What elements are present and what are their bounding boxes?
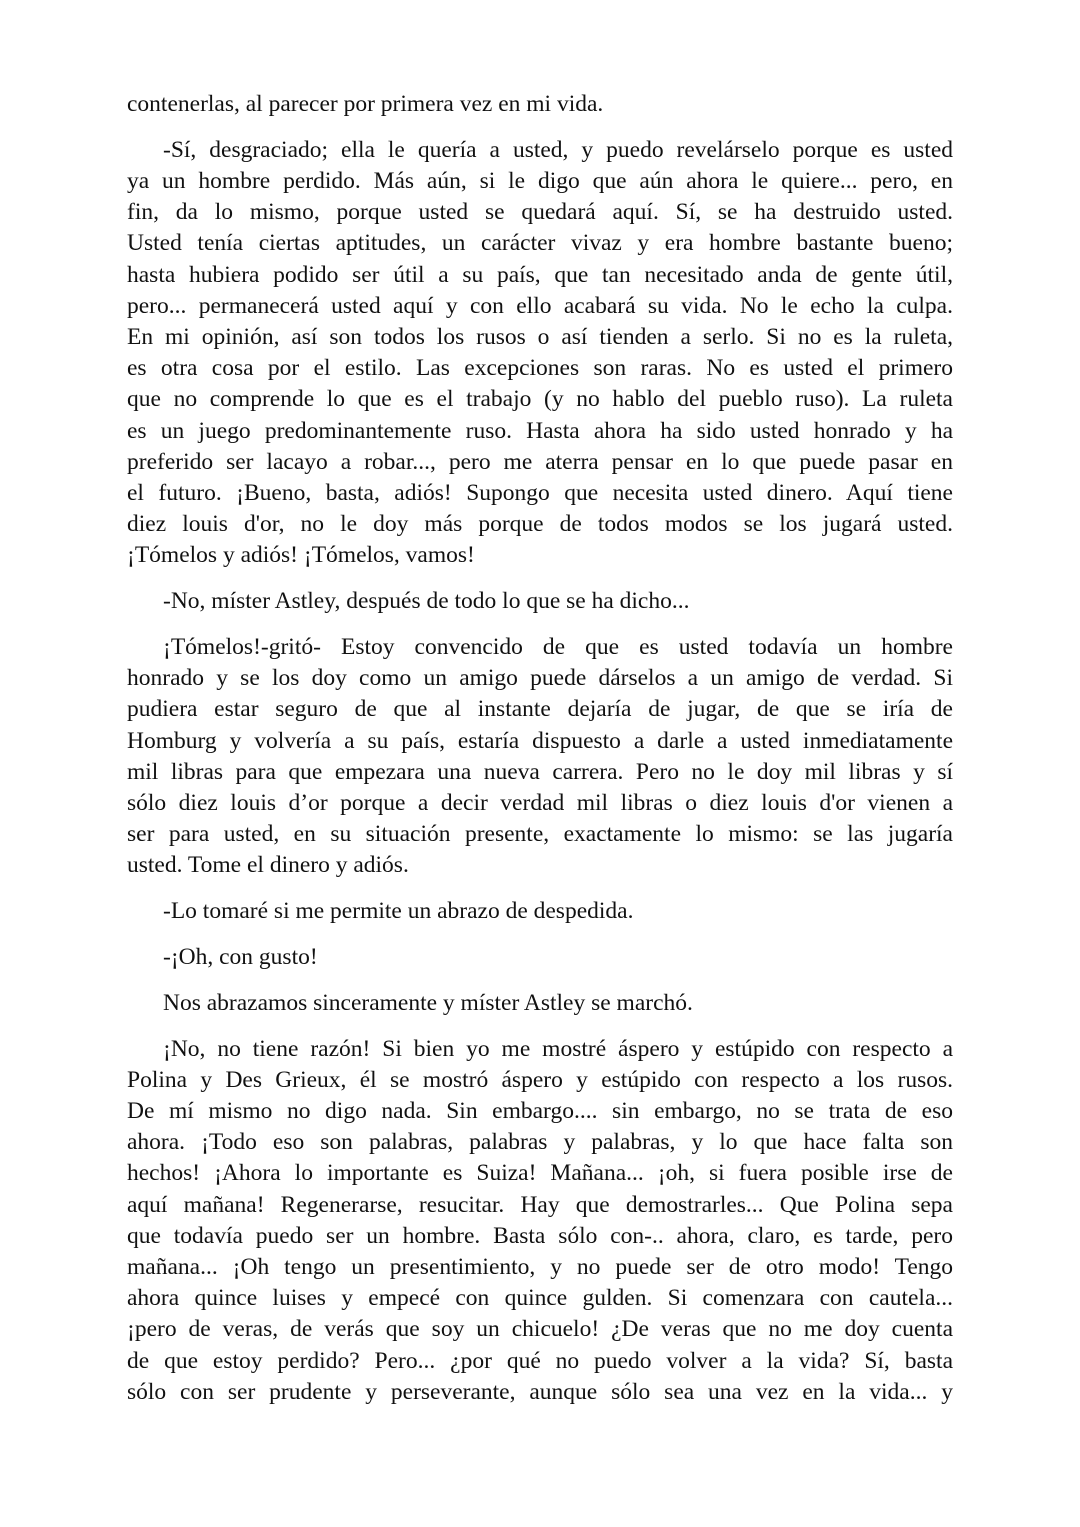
text-line: -Sí, desgraciado; ella le quería a usted, y puedo revelárselo porque es usted bbox=[163, 136, 953, 163]
text-line: ¡Tómelos y adiós! ¡Tómelos, vamos! bbox=[127, 542, 475, 569]
text-line: sólo con ser prudente y perseverante, aunque sólo sea una vez en la vida... y bbox=[127, 1378, 953, 1405]
text-line: contenerlas, al parecer por primera vez en mi vida. bbox=[127, 91, 604, 117]
text-line: ser para usted, en su situación presente, exactamente lo mismo: se las jugaría bbox=[127, 821, 953, 848]
text-line: que no comprende lo que es el trabajo (y no hablo del pueblo ruso). La ruleta bbox=[127, 386, 953, 413]
document-page bbox=[127, 89, 953, 1408]
text-line: es un juego predominantemente ruso. Hasta ahora ha sido usted honrado y ha bbox=[127, 417, 953, 444]
text-line: aquí mañana! Regenerarse, resucitar. Hay que demostrarles... Que Polina sepa bbox=[127, 1191, 953, 1218]
paragraph bbox=[127, 988, 953, 1019]
text-line: -¡Oh, con gusto! bbox=[163, 944, 318, 971]
paragraph bbox=[127, 942, 953, 973]
text-line: diez louis d'or, no le doy más porque de todos modos se los jugará usted. bbox=[127, 511, 953, 538]
text-line: Homburg y volvería a su país, estaría dispuesto a darle a usted inmediatamente bbox=[127, 727, 953, 754]
text-line: Polina y Des Grieux, él se mostró áspero y estúpido con respecto a los rusos. bbox=[127, 1066, 953, 1093]
text-line: hasta hubiera podido ser útil a su país, que tan necesitado anda de gente útil, bbox=[127, 261, 953, 288]
text-line: ¡No, no tiene razón! Si bien yo me mostré áspero y estúpido con respecto a bbox=[163, 1035, 953, 1062]
text-line: mil libras para que empezara una nueva carrera. Pero no le doy mil libras y sí bbox=[127, 758, 953, 785]
text-line: fin, da lo mismo, porque usted se quedará aquí. Sí, se ha destruido usted. bbox=[127, 199, 953, 226]
text-line: preferido ser lacayo a robar..., pero me aterra pensar en lo que puede pasar en bbox=[127, 448, 953, 475]
text-line: de que estoy perdido? Pero... ¿por qué no puedo volver a la vida? Sí, basta bbox=[127, 1347, 953, 1374]
text-line: ¡pero de veras, de verás que soy un chicuelo! ¿De veras que no me doy cuenta bbox=[127, 1316, 953, 1343]
text-line: pero... permanecerá usted aquí y con ello acabará su vida. No le echo la culpa. bbox=[127, 292, 953, 319]
text-line: ahora quince luises y empecé con quince gulden. Si comenzara con cautela... bbox=[127, 1285, 953, 1312]
text-line: mañana... ¡Oh tengo un presentimiento, y no puede ser de otro modo! Tengo bbox=[127, 1254, 953, 1281]
paragraph bbox=[127, 89, 953, 120]
text-line: -No, míster Astley, después de todo lo que se ha dicho... bbox=[163, 588, 690, 615]
text-line: Nos abrazamos sinceramente y míster Astley se marchó. bbox=[163, 989, 693, 1016]
paragraph bbox=[127, 135, 953, 572]
text-line: De mí mismo no digo nada. Sin embargo.... sin embargo, no se trata de eso bbox=[127, 1098, 953, 1125]
text-line: que todavía puedo ser un hombre. Basta sólo con-.. ahora, claro, es tarde, pero bbox=[127, 1222, 953, 1249]
text-line: honrado y se los doy como un amigo puede dárselos a un amigo de verdad. Si bbox=[127, 665, 953, 692]
text-line: ¡Tómelos!-gritó- Estoy convencido de que es usted todavía un hombre bbox=[163, 634, 953, 661]
text-line: usted. Tome el dinero y adiós. bbox=[127, 852, 409, 879]
text-line: En mi opinión, así son todos los rusos o así tienden a serlo. Si no es la ruleta, bbox=[127, 324, 953, 351]
paragraph bbox=[127, 632, 953, 882]
paragraph bbox=[127, 586, 953, 617]
text-line: es otra cosa por el estilo. Las excepciones son raras. No es usted el primero bbox=[127, 355, 953, 382]
paragraph bbox=[127, 896, 953, 927]
text-line: ya un hombre perdido. Más aún, si le digo que aún ahora le quiere... pero, en bbox=[127, 168, 953, 194]
text-line: sólo diez louis d’or porque a decir verdad mil libras o diez louis d'or vienen a bbox=[127, 790, 953, 817]
text-line: hechos! ¡Ahora lo importante es Suiza! Mañana... ¡oh, si fuera posible irse de bbox=[127, 1160, 953, 1187]
paragraph bbox=[127, 1034, 953, 1408]
text-line: Usted tenía ciertas aptitudes, un carácter vivaz y era hombre bastante bueno; bbox=[127, 230, 953, 257]
text-line: pudiera estar seguro de que al instante dejaría de jugar, de que se iría de bbox=[127, 696, 953, 723]
text-line: -Lo tomaré si me permite un abrazo de despedida. bbox=[163, 898, 634, 925]
text-line: el futuro. ¡Bueno, basta, adiós! Supongo que necesita usted dinero. Aquí tiene bbox=[127, 480, 953, 507]
text-line: ahora. ¡Todo eso son palabras, palabras y palabras, y lo que hace falta son bbox=[127, 1129, 953, 1156]
